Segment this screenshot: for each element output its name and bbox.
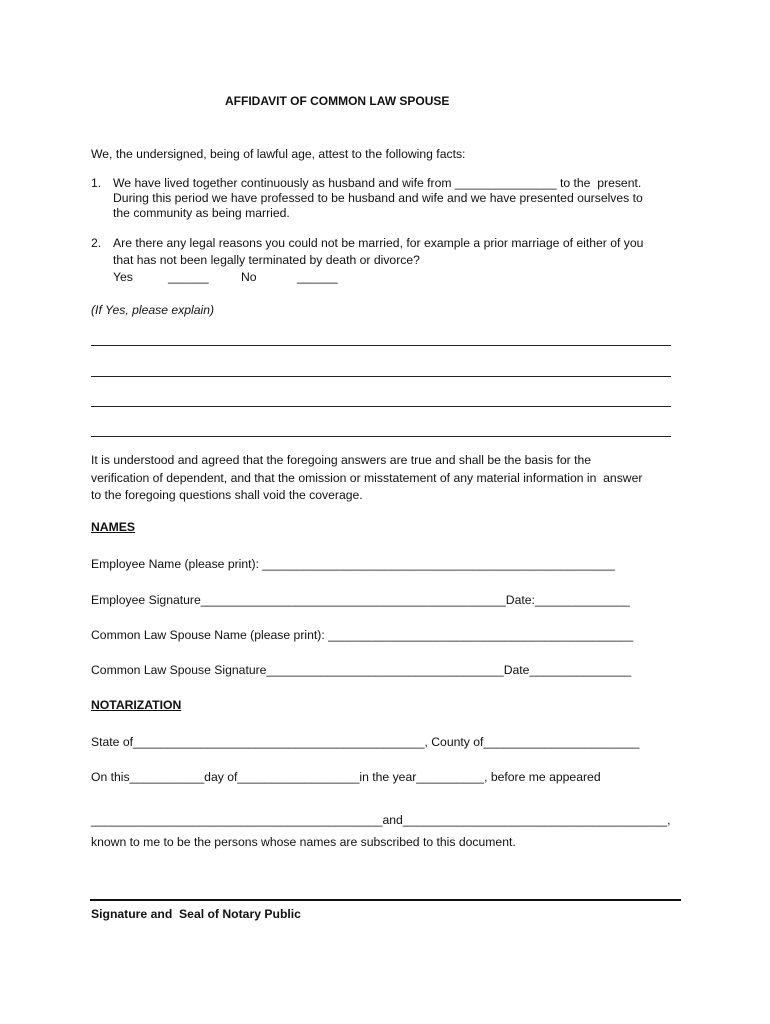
item-2-line-2: that has not been legally terminated by death or divorce? bbox=[113, 253, 420, 267]
item-1-number: 1. bbox=[91, 176, 102, 190]
item-1-line-3: the community as being married. bbox=[113, 206, 290, 220]
document-title: AFFIDAVIT OF COMMON LAW SPOUSE bbox=[225, 94, 450, 108]
no-label: No bbox=[241, 270, 257, 284]
item-1-line-2: During this period we have professed to be husband and wife and we have presented ourselves to bbox=[113, 191, 643, 205]
item-2-number: 2. bbox=[91, 236, 102, 250]
explain-line-2[interactable] bbox=[91, 376, 671, 377]
notary-signature-line[interactable] bbox=[90, 899, 681, 901]
explain-line-3[interactable] bbox=[91, 406, 671, 407]
spouse-name-field[interactable]: Common Law Spouse Name (please print): _____________________________________________ bbox=[91, 628, 634, 642]
employee-signature-field[interactable]: Employee Signature_____________________________________________Date:______________ bbox=[91, 593, 630, 607]
no-blank[interactable]: ______ bbox=[297, 270, 338, 284]
explain-line-4[interactable] bbox=[91, 436, 671, 437]
employee-name-field[interactable]: Employee Name (please print): ____________________________________________________ bbox=[91, 557, 615, 571]
names-heading: NAMES bbox=[91, 520, 136, 534]
state-county-field[interactable]: State of___________________________________________, County of_______________________ bbox=[91, 735, 640, 749]
yes-blank[interactable]: ______ bbox=[168, 270, 209, 284]
on-this-field[interactable]: On this___________day of__________________in the year__________, before me appeared bbox=[91, 770, 601, 784]
explain-label: (If Yes, please explain) bbox=[91, 303, 215, 317]
notary-signature-label: Signature and Seal of Notary Public bbox=[91, 907, 301, 921]
known-statement: known to me to be the persons whose names are subscribed to this document. bbox=[91, 835, 516, 849]
agreement-line-1: It is understood and agreed that the foregoing answers are true and shall be the basis for the bbox=[91, 453, 592, 467]
agreement-line-2: verification of dependent, and that the omission or misstatement of any material information in answer bbox=[91, 471, 643, 485]
yes-label: Yes bbox=[113, 270, 133, 284]
spouse-signature-field[interactable]: Common Law Spouse Signature___________________________________Date_______________ bbox=[91, 663, 632, 677]
agreement-line-3: to the foregoing questions shall void the coverage. bbox=[91, 488, 363, 502]
explain-line-1[interactable] bbox=[91, 345, 671, 346]
intro-text: We, the undersigned, being of lawful age, attest to the following facts: bbox=[91, 147, 466, 161]
notarization-heading: NOTARIZATION bbox=[91, 698, 182, 712]
appeared-names-field[interactable]: ___________________________________________and_______________________________________, bbox=[91, 813, 671, 827]
item-2-line-1: Are there any legal reasons you could not be married, for example a prior marriage of either of you bbox=[113, 236, 644, 250]
item-1-line-1: We have lived together continuously as husband and wife from _______________ to the present. bbox=[113, 176, 642, 190]
